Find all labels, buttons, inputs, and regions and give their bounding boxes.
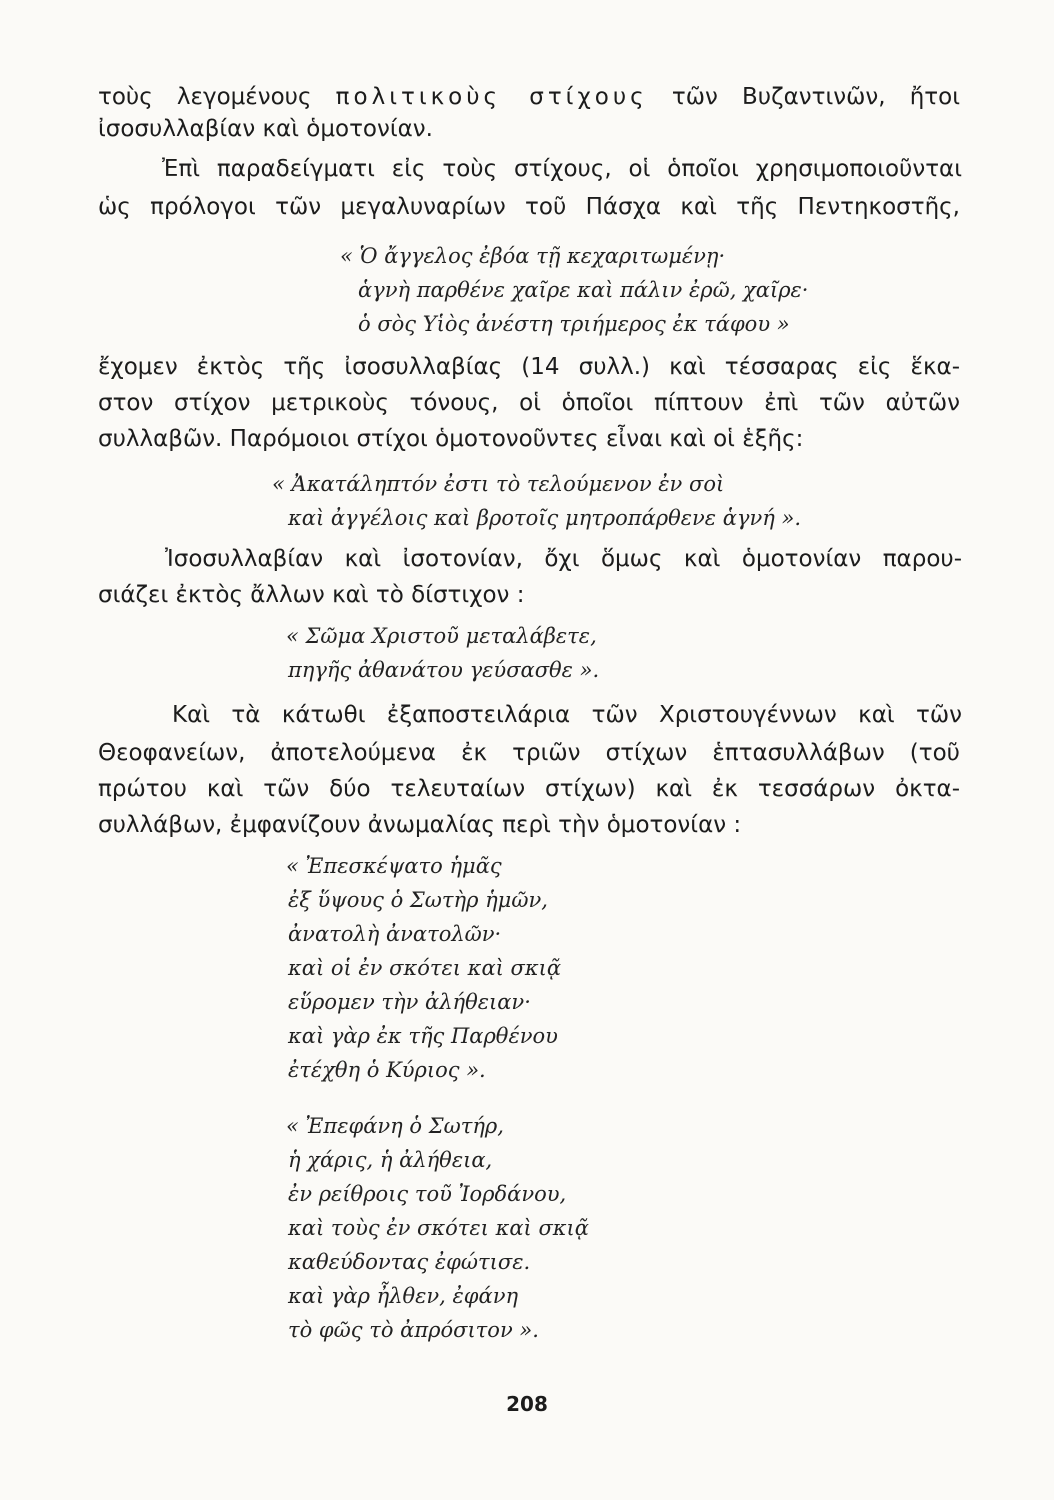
text-line: στον στίχον μετρικοὺς τόνους, οἱ ὁποῖοι πίπτουν ἐπὶ τῶν αὐτῶν	[98, 390, 960, 416]
text-line: Θεοφανείων, ἀποτελούμενα ἐκ τριῶν στίχων ἑπτασυλλάβων (τοῦ	[98, 740, 960, 766]
text-line: ὡς πρόλογοι τῶν μεγαλυναρίων τοῦ Πάσχα καὶ τῆς Πεντηκοστῆς,	[98, 194, 960, 220]
verse-line: ἐτέχθη ὁ Κύριος ».	[288, 1058, 486, 1082]
verse-line: « Ἐπεφάνη ὁ Σωτήρ,	[286, 1114, 504, 1138]
verse-line: « Ὁ ἄγγελος ἐβόα τῇ κεχαριτωμένῃ·	[340, 244, 726, 268]
verse-line: ὁ σὸς Υἱὸς ἀνέστη τριήμερος ἐκ τάφου »	[358, 312, 790, 336]
text-line: σιάζει ἐκτὸς ἄλλων καὶ τὸ δίστιχον :	[98, 582, 525, 608]
text-line: Ἰσοσυλλαβίαν καὶ ἰσοτονίαν, ὄχι ὅμως καὶ ὁμοτονίαν παρου-	[165, 546, 962, 572]
verse-line: καὶ ἀγγέλοις καὶ βροτοῖς μητροπάρθενε ἁγνή ».	[288, 506, 802, 530]
page-number: 208	[506, 1392, 548, 1416]
verse-line: « Ἀκατάληπτόν ἐστι τὸ τελούμενον ἐν σοὶ	[272, 472, 725, 496]
verse-line: « Ἐπεσκέψατο ἡμᾶς	[286, 854, 502, 878]
text-line: ἰσοσυλλαβίαν καὶ ὁμοτονίαν.	[98, 116, 433, 142]
verse-line: πηγῆς ἀθανάτου γεύσασθε ».	[288, 658, 600, 682]
verse-line: ἁγνὴ παρθένε χαῖρε καὶ πάλιν ἐρῶ, χαῖρε·	[358, 278, 809, 302]
text-line: συλλαβῶν. Παρόμοιοι στίχοι ὁμοτονοῦντες εἶναι καὶ οἱ ἑξῆς:	[98, 426, 804, 452]
emphasized-text: πολιτικοὺς στίχους	[335, 84, 648, 110]
verse-line: καὶ γὰρ ἦλθεν, ἐφάνη	[288, 1284, 519, 1308]
verse-line: ἐξ ὕψους ὁ Σωτὴρ ἡμῶν,	[288, 888, 548, 912]
verse-line: καὶ τοὺς ἐν σκότει καὶ σκιᾷ	[288, 1216, 589, 1240]
text-line: πρώτου καὶ τῶν δύο τελευταίων στίχων) καὶ ἐκ τεσσάρων ὀκτα-	[98, 776, 960, 802]
verse-line: ἀνατολὴ ἀνατολῶν·	[288, 922, 502, 946]
verse-line: καὶ οἱ ἐν σκότει καὶ σκιᾷ	[288, 956, 562, 980]
verse-line: εὕρομεν τὴν ἀλήθειαν·	[288, 990, 531, 1014]
text-line: Ἐπὶ παραδείγματι εἰς τοὺς στίχους, οἱ ὁποῖοι χρησιμοποιοῦνται	[162, 156, 962, 182]
text-line: συλλάβων, ἐμφανίζουν ἀνωμαλίας περὶ τὴν ὁμοτονίαν :	[98, 812, 742, 838]
verse-line: ἡ χάρις, ἡ ἀλήθεια,	[288, 1148, 493, 1172]
verse-line: τὸ φῶς τὸ ἀπρόσιτον ».	[288, 1318, 539, 1342]
verse-line: « Σῶμα Χριστοῦ μεταλάβετε,	[286, 624, 597, 648]
verse-line: καὶ γὰρ ἐκ τῆς Παρθένου	[288, 1024, 558, 1048]
verse-line: ἐν ρείθροις τοῦ Ἰορδάνου,	[288, 1182, 567, 1206]
verse-line: καθεύδοντας ἐφώτισε.	[288, 1250, 531, 1274]
text-line: τοὺς λεγομένους πολιτικοὺς στίχους τῶν Βυζαντινῶν, ἤτοι	[98, 84, 961, 110]
text-line: Καὶ τὰ κάτωθι ἐξαποστειλάρια τῶν Χριστουγέννων καὶ τῶν	[172, 702, 962, 728]
text-line: ἔχομεν ἐκτὸς τῆς ἰσοσυλλαβίας (14 συλλ.) καὶ τέσσαρας εἰς ἕκα-	[98, 354, 960, 380]
